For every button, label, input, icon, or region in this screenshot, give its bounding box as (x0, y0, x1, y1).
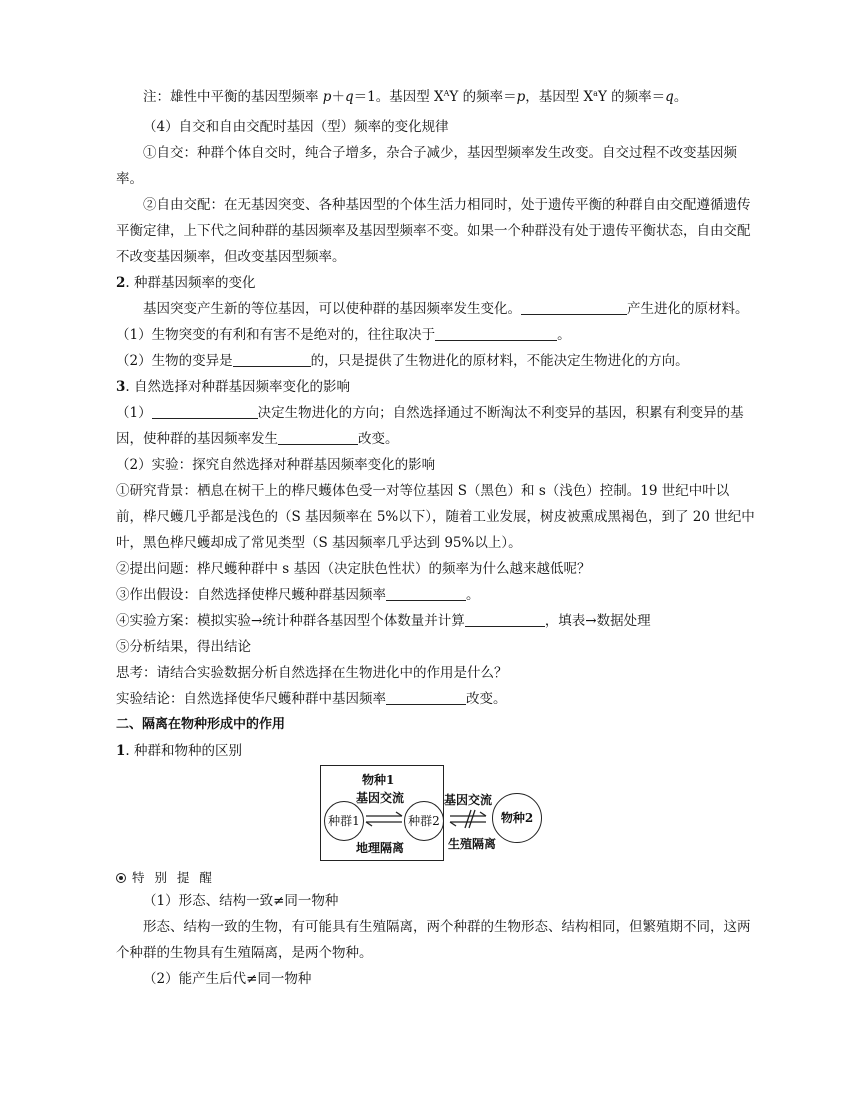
target-icon (116, 873, 126, 883)
section-2-heading: 2. 种群基因频率的变化 (116, 275, 256, 291)
answer-blank[interactable] (278, 429, 358, 445)
answer-blank[interactable] (233, 351, 311, 367)
gene-flow-label: 基因交流 (356, 791, 405, 805)
selection-item-1: （1） 决定生物进化的方向；自然选择通过不断淘汰不利变异的基因，积累有利变异的基因，使种群的基因频率发生 改变。 (116, 405, 744, 447)
tip-point-2: （2）能产生后代≠同一物种 (143, 971, 312, 987)
answer-blank[interactable] (521, 299, 627, 315)
think-line: 思考：请结合实验数据分析自然选择在生物进化中的作用是什么？ (116, 665, 508, 681)
mutation-item-1: （1）生物突变的有利和有害不是绝对的，往往取决于 。 (116, 327, 571, 343)
species-diagram (320, 765, 560, 865)
exchange-arrows (364, 811, 404, 827)
answer-blank[interactable] (465, 611, 545, 627)
special-tip-heading: 特 别 提 醒 (116, 868, 215, 886)
selfing-paragraph: ①自交：种群个体自交时，纯合子增多，杂合子减少，基因型频率发生改变。自交过程不改变基因频率。 (116, 145, 737, 187)
species2-circle: 物种2 (492, 793, 542, 843)
hypothesis-line: ③作出假设：自然选择使桦尺蠖种群基因频率 。 (116, 587, 480, 603)
answer-blank[interactable] (386, 689, 466, 705)
tip-content (116, 888, 764, 992)
blocked-exchange-arrows (448, 809, 488, 829)
note-line: 注：雄性中平衡的基因型频率 p＋q＝1。基因型 $X^AY$ 的频率＝p，基因型 $X^aY$ 的频率＝q。 (143, 89, 688, 105)
section-3-heading: 3. 自然选择对种群基因频率变化的影响 (116, 379, 350, 395)
answer-blank[interactable] (435, 325, 557, 341)
question-line: ②提出问题：桦尺蠖种群中 s 基因（决定肤色性状）的频率为什么越来越低呢？ (116, 561, 591, 577)
selection-item-2: （2）实验：探究自然选择对种群基因频率变化的影响 (116, 457, 436, 473)
answer-blank[interactable] (386, 585, 466, 601)
analysis-line: ⑤分析结果，得出结论 (116, 639, 251, 655)
species1-label: 物种1 (362, 773, 395, 787)
mutation-line: 基因突变产生新的等位基因，可以使种群的基因频率发生变化。 产生进化的原材料。 (143, 301, 749, 317)
population1-circle: 种群1 (324, 801, 364, 841)
background-paragraph: ①研究背景：栖息在树干上的桦尺蠖体色受一对等位基因 S（黑色）和 s（浅色）控制。19 世纪中叶以前，桦尺蠖几乎都是浅色的（S 基因频率在 5%以下），随着工业发展，树皮被熏成黑褐色，到了 20 世纪中叶，黑色桦尺蠖却成了常见类型（S 基因频率几乎达到 95%以上）。 (116, 483, 755, 551)
repro-isolation-label: 生殖隔离 (448, 837, 497, 851)
free-mating-paragraph: ②自由交配：在无基因突变、各种基因型的个体生活力相同时，处于遗传平衡的种群自由交配遵循遗传平衡定律，上下代之间种群的基因频率及基因型频率不变。如果一个种群没有处于遗传平衡状态，自由交配不改变基因频率，但改变基因型频率。 (116, 197, 751, 265)
answer-blank[interactable] (152, 403, 258, 419)
mutation-item-2: （2）生物的变异是 的，只是提供了生物进化的原材料，不能决定生物进化的方向。 (116, 353, 689, 369)
section-heading-2: 二、隔离在物种形成中的作用 (116, 717, 286, 732)
plan-line: ④实验方案：模拟实验→统计种群各基因型个体数量并计算 ，填表→数据处理 (116, 613, 651, 629)
gene-flow-right-label: 基因交流 (444, 793, 493, 807)
population2-circle: 种群2 (404, 801, 444, 841)
subsection-1-heading: 1. 种群和物种的区别 (116, 743, 242, 759)
tip-point-1: （1）形态、结构一致≠同一物种 (143, 893, 339, 909)
subheading-4: （4）自交和自由交配时基因（型）频率的变化规律 (143, 119, 449, 135)
geo-isolation-label: 地理隔离 (356, 841, 405, 855)
tip-point-1-body: 形态、结构一致的生物，有可能具有生殖隔离，两个种群的生物形态、结构相同，但繁殖期不同，这两个种群的生物具有生殖隔离，是两个物种。 (116, 919, 751, 961)
conclusion-line: 实验结论：自然选择使华尺蠖种群中基因频率 改变。 (116, 691, 507, 707)
